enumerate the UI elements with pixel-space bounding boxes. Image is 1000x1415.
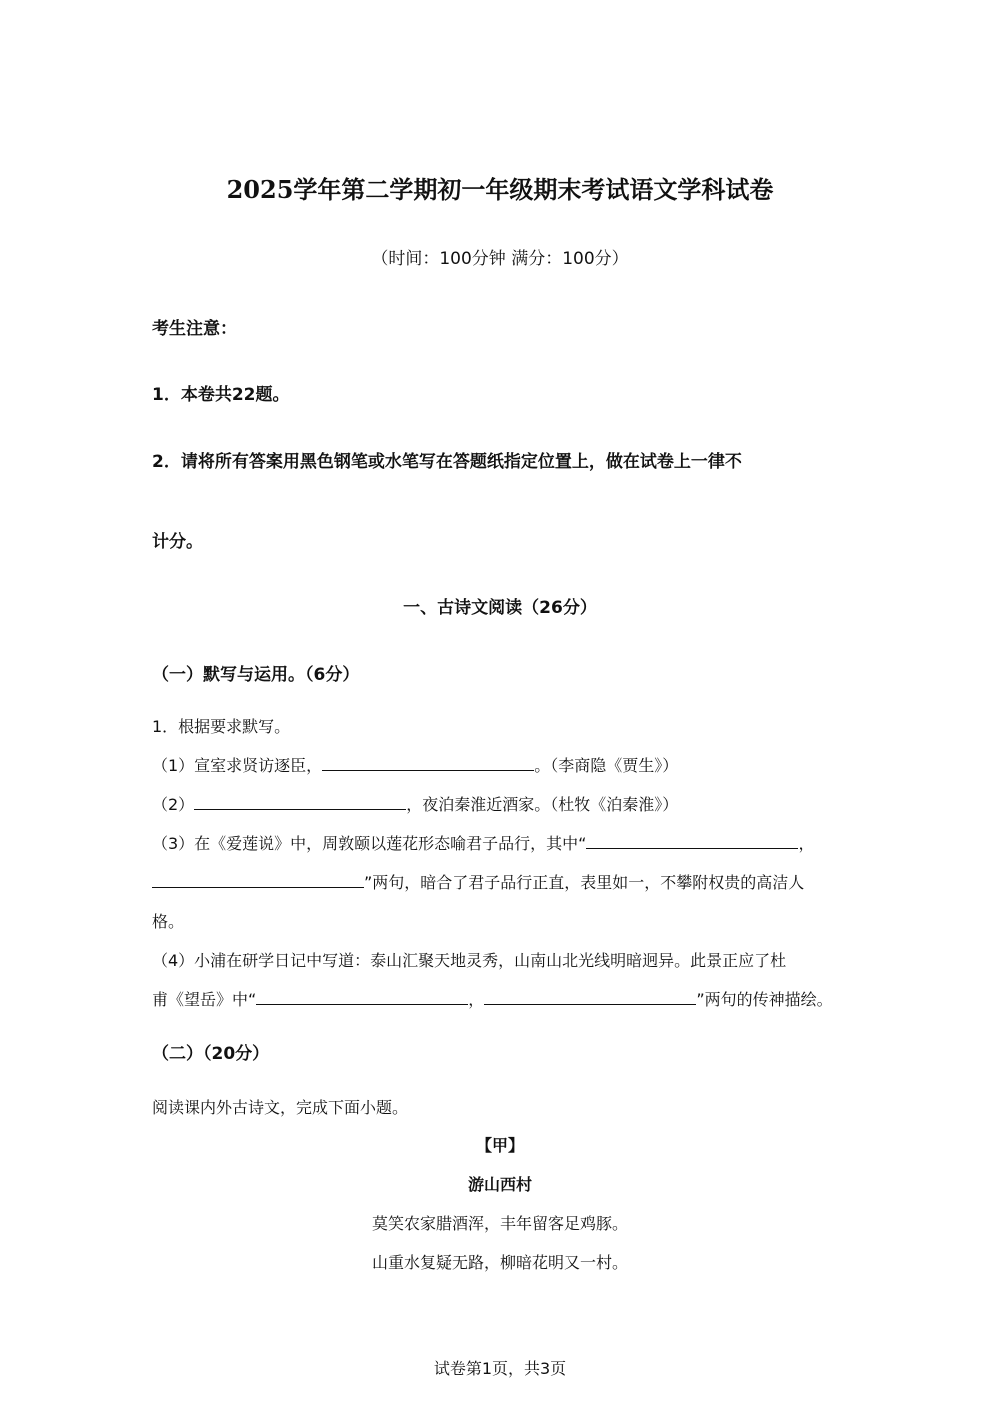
question-1-3-text-before: （3）在《爱莲说》中，周敦颐以莲花形态喻君子品行，其中“ bbox=[152, 834, 587, 853]
question-1-4-line-2 bbox=[152, 987, 833, 1010]
page-footer: 试卷第1页，共3页 bbox=[433, 1359, 567, 1378]
answer-blank[interactable] bbox=[484, 990, 696, 1005]
question-1-2-text-before: （2） bbox=[152, 795, 195, 814]
answer-blank[interactable] bbox=[256, 990, 468, 1005]
section-1-heading: 一、古诗文阅读（26分） bbox=[403, 598, 597, 618]
question-1-4-comma: ， bbox=[468, 990, 485, 1009]
question-1-4-text-before: 甫《望岳》中“ bbox=[152, 990, 257, 1009]
notice-heading: 考生注意： bbox=[152, 319, 237, 339]
answer-blank[interactable] bbox=[194, 795, 406, 810]
question-1-1-text-after: 。（李商隐《贾生》） bbox=[534, 756, 679, 775]
question-1-3-line-3: 格。 bbox=[152, 912, 185, 931]
question-1-2 bbox=[152, 792, 678, 815]
notice-item-2-line-1: 2．请将所有答案用黑色钢笔或水笔写在答题纸指定位置上，做在试卷上一律不 bbox=[152, 452, 742, 472]
question-1-3-line-2 bbox=[152, 870, 804, 893]
part-2-intro: 阅读课内外古诗文，完成下面小题。 bbox=[152, 1098, 409, 1117]
poem-tag: 【甲】 bbox=[475, 1136, 524, 1155]
notice-item-1: 1．本卷共22题。 bbox=[152, 385, 290, 405]
answer-blank[interactable] bbox=[322, 756, 534, 771]
part-2-heading: （二）（20分） bbox=[152, 1044, 270, 1064]
question-1-1-text-before: （1）宣室求贤访逐臣， bbox=[152, 756, 323, 775]
answer-blank[interactable] bbox=[586, 834, 798, 849]
answer-blank[interactable] bbox=[152, 873, 364, 888]
question-1-3-comma: ， bbox=[798, 834, 815, 853]
question-1-stem: 1．根据要求默写。 bbox=[152, 717, 291, 736]
question-1-1 bbox=[152, 753, 678, 776]
question-1-4-line-1: （4）小浦在研学日记中写道：泰山汇聚天地灵秀，山南山北光线明暗迥异。此景正应了杜 bbox=[152, 951, 787, 970]
poem-line-1: 莫笑农家腊酒浑，丰年留客足鸡豚。 bbox=[371, 1214, 628, 1233]
page-title: 2025学年第二学期初一年级期末考试语文学科试卷 bbox=[226, 175, 774, 204]
exam-time-score: （时间：100分钟 满分：100分） bbox=[371, 249, 629, 269]
question-1-3-text-after: ”两句，暗合了君子品行正直，表里如一，不攀附权贵的高洁人 bbox=[364, 873, 805, 892]
question-1-4-text-after: ”两句的传神描绘。 bbox=[696, 990, 833, 1009]
notice-item-2-line-2: 计分。 bbox=[152, 532, 203, 552]
question-1-3-line-1 bbox=[152, 831, 815, 854]
question-1-2-text-after: ，夜泊秦淮近酒家。（杜牧《泊秦淮》） bbox=[406, 795, 679, 814]
poem-line-2: 山重水复疑无路，柳暗花明又一村。 bbox=[371, 1253, 628, 1272]
poem-title: 游山西村 bbox=[467, 1175, 532, 1194]
part-1-heading: （一）默写与运用。（6分） bbox=[152, 665, 360, 685]
